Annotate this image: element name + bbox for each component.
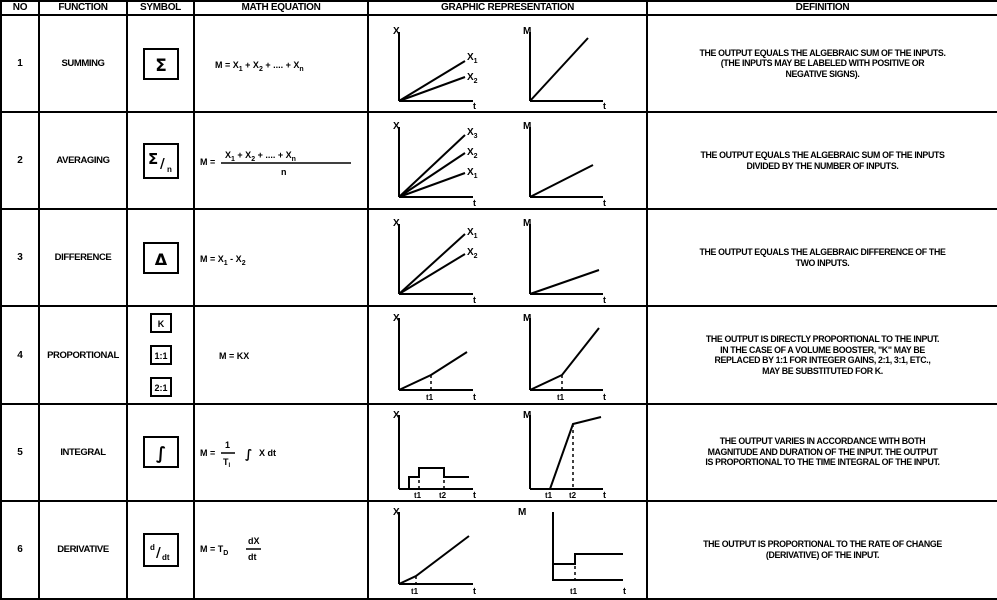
summing-symbol-icon [141,46,181,82]
svg-text:Δ: Δ [154,249,167,269]
function-name: INTEGRAL [39,404,127,501]
symbol-cell [127,404,194,501]
symbol-cell [127,15,194,112]
svg-text:M: M [518,506,527,518]
header-row [1,1,997,15]
proportional-equation [195,335,365,375]
x-axis-label: X [393,26,400,38]
equation-cell [194,404,368,501]
svg-text:t: t [603,295,606,306]
integral-equation [195,427,365,477]
svg-text:X2: $X_2$ [467,147,478,161]
svg-text:t1: t1 [414,490,422,500]
svg-text:M: M [523,312,532,324]
derivative-symbol-icon [141,531,181,569]
svg-text:M = X1 + X2 + .... + Xn: $M = X_1$ + $X_2$ + .... + $X_n$ [215,59,304,73]
svg-text:X: X [393,218,400,230]
svg-text:t2: t2 [439,490,447,500]
svg-text:/: / [159,156,165,172]
header-definition: DEFINITION [647,1,997,15]
averaging-equation [195,136,365,186]
row-number: 3 [1,209,39,306]
table-row-proportional [1,306,997,403]
summing-equation [195,44,365,84]
equation-cell [194,112,368,209]
table-row-integral [1,404,997,501]
svg-text:t: t [603,391,606,402]
table-row-averaging [1,112,997,209]
svg-text:1: 1 [225,440,231,451]
difference-graph [369,210,646,305]
row-number: 5 [1,404,39,501]
svg-text:X1: $X_1$ [467,52,478,66]
svg-text:X: X [393,312,400,324]
svg-text:n: n [166,164,172,174]
function-name: DIFFERENCE [39,209,127,306]
function-name: SUMMING [39,15,127,112]
row-number: 1 [1,15,39,112]
graphic-cell [368,209,647,306]
svg-text:X2: $X_2$ [467,72,478,86]
header-math-equation: MATH EQUATION [194,1,368,15]
svg-text:X1: $X_1$ [467,167,478,181]
proportional-graph [369,308,646,403]
svg-text:M = KX: M = KX [219,351,250,362]
proportional-symbol-icon [141,310,181,400]
svg-text:X1: $X_1$ [467,227,478,241]
svg-text:Σ: Σ [147,149,158,168]
svg-text:M: M [523,218,532,230]
derivative-graph [369,502,646,598]
header-symbol: SYMBOL [127,1,194,15]
svg-text:∫: ∫ [245,447,253,462]
header-graphic-representation: GRAPHIC REPRESENTATION [368,1,647,15]
svg-text:X3: $X_3$ [467,127,478,141]
svg-text:t: t [603,489,606,500]
symbol-cell [127,306,194,403]
averaging-symbol-icon [141,141,181,181]
function-name: AVERAGING [39,112,127,209]
definition-text: THE OUTPUT EQUALS THE ALGEBRAIC SUM OF THE INPUTS. (THE INPUTS MAY BE LABELED WITH POSITIVE OR NEGATIVE SIGNS). [647,15,997,112]
sigma-glyph: Σ [154,55,167,76]
svg-text:1:1: 1:1 [153,351,168,362]
equation-cell [194,501,368,599]
svg-text:t: t [473,295,476,306]
integral-symbol-icon [141,434,181,470]
symbol-cell [127,112,194,209]
equation-cell [194,15,368,112]
svg-text:X1 + X2 + .... + Xn: $X_1$ + $X_2$ + .... + $X_n$ [225,149,296,163]
svg-text:X: X [393,506,400,518]
graphic-cell [368,501,647,599]
symbol-cell [127,209,194,306]
svg-text:t1: t1 [570,586,578,596]
svg-text:X: X [393,409,400,421]
svg-text:t1: t1 [426,392,434,402]
table-row-difference [1,209,997,306]
svg-text:/: / [155,545,161,561]
graphic-cell [368,404,647,501]
row-number: 6 [1,501,39,599]
svg-text:2:1: 2:1 [153,383,168,394]
svg-text:dX: dX [248,535,260,546]
svg-text:dt: dt [248,551,257,562]
difference-equation [195,238,365,278]
svg-text:TI: $T_I$ [223,457,231,470]
svg-text:t: t [473,391,476,402]
averaging-graph [369,113,646,208]
svg-text:t1: t1 [545,490,553,500]
definition-text: THE OUTPUT IS DIRECTLY PROPORTIONAL TO THE INPUT. IN THE CASE OF A VOLUME BOOSTER, "K" MAY BE REPLACED BY 1:1 FOR INTEGER GAINS, 2:1, 3:1, ETC., MAY BE SUBSTITUTED FOR K. [647,306,997,403]
svg-text:K: K [157,319,164,330]
difference-symbol-icon [141,240,181,276]
graphic-cell [368,112,647,209]
header-no: NO [1,1,39,15]
svg-text:X dt: X dt [259,448,276,459]
svg-text:t: t [473,489,476,500]
svg-text:M: M [523,409,532,421]
svg-text:M =: M = [200,448,216,459]
header-function: FUNCTION [39,1,127,15]
svg-text:t1: t1 [557,392,565,402]
svg-text:t: t [473,585,476,596]
svg-text:∫: ∫ [155,444,166,465]
svg-text:M =: M = [200,156,216,167]
table-row-summing [1,15,997,112]
t-axis-label: t [473,101,476,112]
svg-text:t1: t1 [411,586,419,596]
svg-text:t2: t2 [569,490,577,500]
symbol-cell [127,501,194,599]
svg-text:X: X [393,121,400,133]
equation-cell [194,209,368,306]
m-axis-label: M [523,26,532,38]
function-name: PROPORTIONAL [39,306,127,403]
summing-graph [369,16,646,111]
svg-text:t: t [603,198,606,209]
definition-text: THE OUTPUT EQUALS THE ALGEBRAIC SUM OF THE INPUTS DIVIDED BY THE NUMBER OF INPUTS. [647,112,997,209]
derivative-equation [195,525,365,575]
table-row-derivative [1,501,997,599]
svg-text:t: t [603,101,606,112]
svg-text:n: n [281,166,287,177]
graphic-cell [368,15,647,112]
svg-text:t: t [473,198,476,209]
graphic-cell [368,306,647,403]
definition-text: THE OUTPUT IS PROPORTIONAL TO THE RATE OF CHANGE (DERIVATIVE) OF THE INPUT. [647,501,997,599]
svg-text:X2: $X_2$ [467,247,478,261]
function-name: DERIVATIVE [39,501,127,599]
row-number: 2 [1,112,39,209]
row-number: 4 [1,306,39,403]
svg-text:dt: dt [161,552,170,562]
svg-text:M = TD: $M = T_D$ [200,543,229,557]
svg-text:M: M [523,121,532,133]
svg-text:d: d [149,542,155,552]
equation-cell [194,306,368,403]
definition-text: THE OUTPUT EQUALS THE ALGEBRAIC DIFFERENCE OF THE TWO INPUTS. [647,209,997,306]
svg-text:M = X1 - X2: $M = X_1$ - $X_2$ [200,253,246,267]
integral-graph [369,405,646,500]
svg-text:t: t [623,585,626,596]
definition-text: THE OUTPUT VARIES IN ACCORDANCE WITH BOTH MAGNITUDE AND DURATION OF THE INPUT. THE OUTPUT IS PROPORTIONAL TO THE TIME INTEGRAL OF THE INPUT. [647,404,997,501]
